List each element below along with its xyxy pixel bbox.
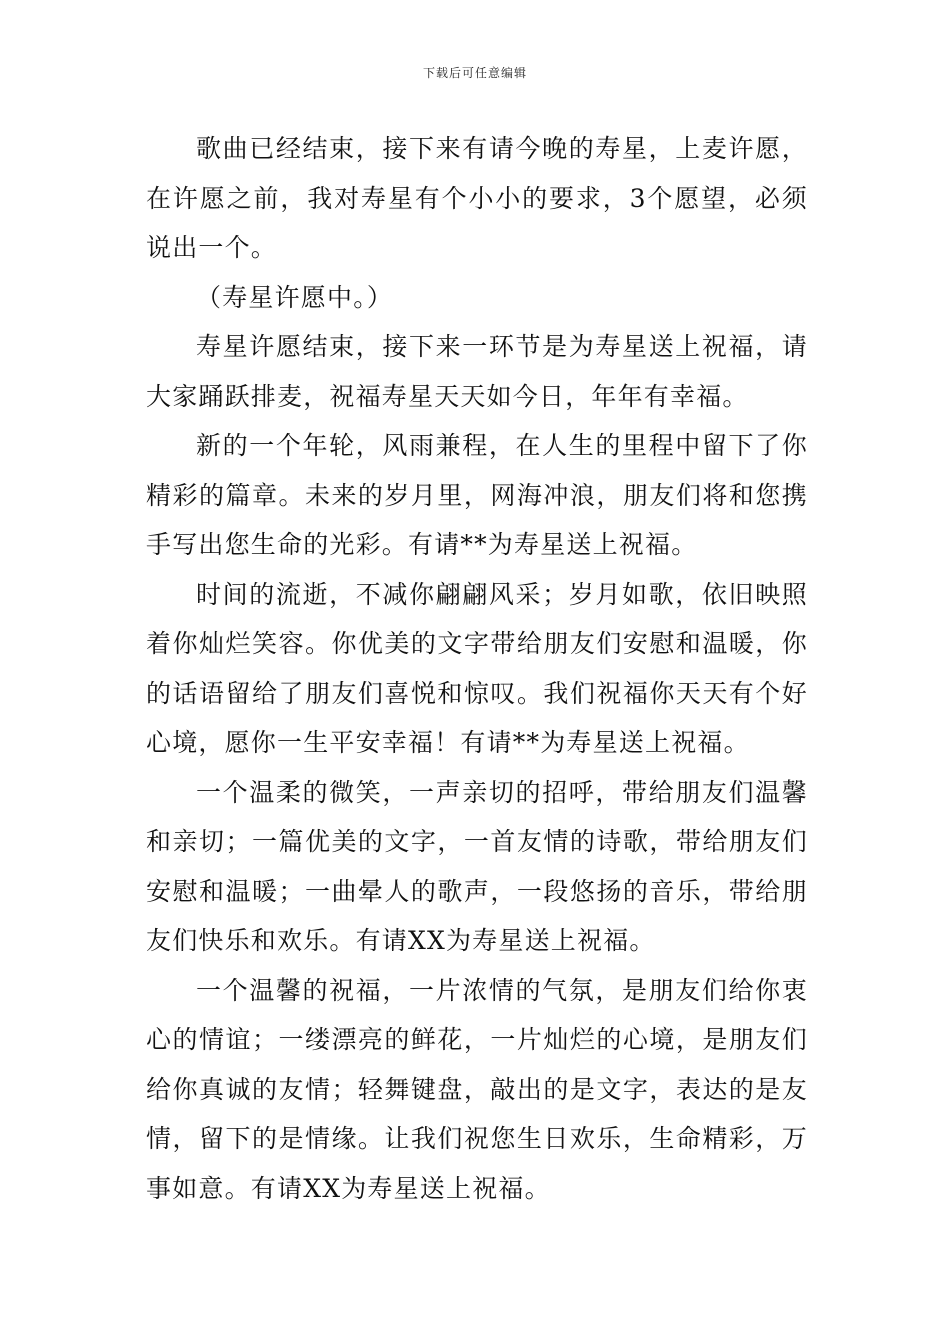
page-header: 下载后可任意编辑	[422, 66, 527, 80]
paragraph-song-ended: 歌曲已经结束，接下来有请今晚的寿星，上麦许愿，在许愿之前，我对寿星有个小小的要求，3个愿望，必须说出一个。	[146, 134, 808, 262]
paragraph-making-wish: （寿星许愿中。）	[196, 282, 394, 312]
document-body	[146, 124, 808, 1213]
paragraph-warm-blessing: 一个温馨的祝福，一片浓情的气氛，是朋友们给你衷心的情谊；一缕漂亮的鲜花，一片灿烂的心境，是朋友们给你真诚的友情；轻舞键盘，敲出的是文字，表达的是友情，留下的是情缘。让我们祝您生日欢乐，生命精彩，万事如意。有请XX为寿星送上祝福。	[146, 975, 808, 1203]
paragraph-new-year-ring: 新的一个年轮，风雨兼程，在人生的里程中留下了你精彩的篇章。未来的岁月里，网海冲浪，朋友们将和您携手写出您生命的光彩。有请**为寿星送上祝福。	[146, 431, 808, 559]
paragraph-time-passing: 时间的流逝，不减你翩翩风采；岁月如歌，依旧映照着你灿烂笑容。你优美的文字带给朋友们安慰和温暖，你的话语留给了朋友们喜悦和惊叹。我们祝福你天天有个好心境，愿你一生平安幸福！有请**为寿星送上祝福。	[146, 579, 808, 757]
paragraph-gentle-smile: 一个温柔的微笑，一声亲切的招呼，带给朋友们温馨和亲切；一篇优美的文字，一首友情的诗歌，带给朋友们安慰和温暖；一曲晕人的歌声，一段悠扬的音乐，带给朋友们快乐和欢乐。有请XX为寿星送上祝福。	[146, 777, 808, 955]
paragraph-wish-ended: 寿星许愿结束，接下来一环节是为寿星送上祝福，请大家踊跃排麦，祝福寿星天天如今日，年年有幸福。	[146, 332, 808, 411]
